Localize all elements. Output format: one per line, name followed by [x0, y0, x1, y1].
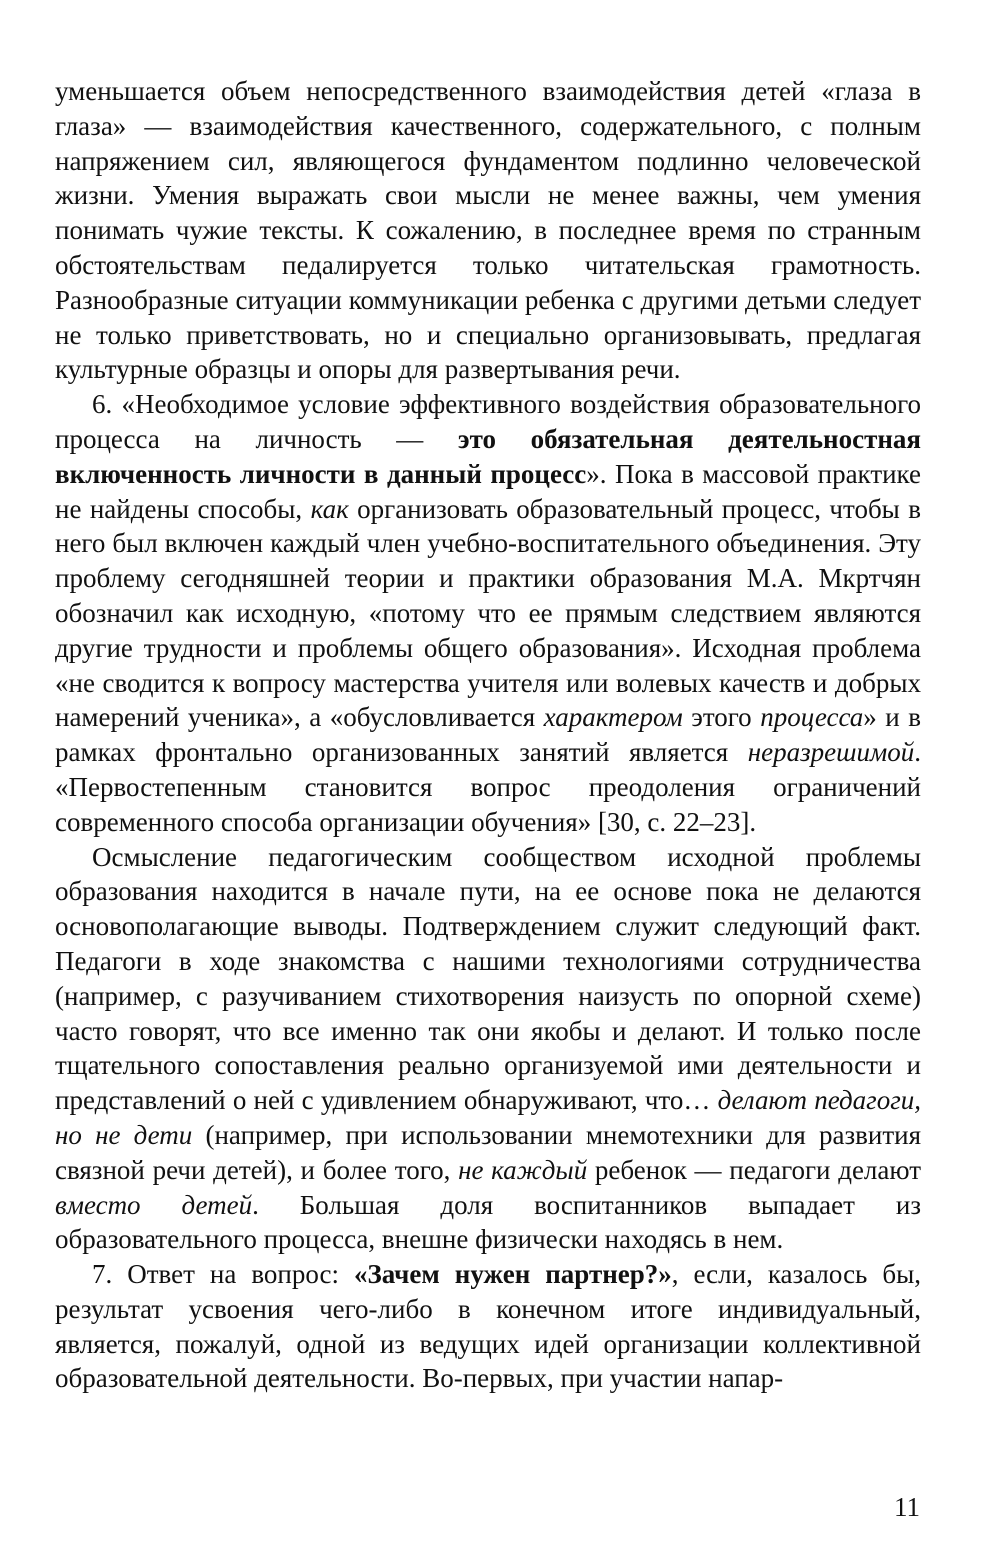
- italic-emphasis: как: [310, 493, 349, 524]
- paragraph-text: » и в рамках фронтально организованных занятий является: [55, 702, 921, 768]
- paragraph-item-7: [55, 1257, 921, 1396]
- bold-emphasis: это обязательная деятельностная включенность личности в данный процесс: [55, 423, 921, 489]
- paragraph-text: , если, казалось бы, результат усвоения чего-либо в конечном итоге индивидуальный, является, пожалуй, одной из ведущих идей организации коллективной образовательной деятельности. Во-первых, при участии напар-: [55, 1259, 921, 1394]
- page-body: [55, 74, 921, 1396]
- paragraph-text: 6. «Необходимое условие эффективного воздействия образовательного процесса на личность —: [55, 389, 921, 454]
- italic-emphasis: характером: [543, 702, 683, 733]
- italic-emphasis: вместо детей: [55, 1189, 253, 1220]
- paragraph-text: (например, при использовании мнемотехники для развития связной речи детей), и более того,: [55, 1119, 921, 1185]
- paragraph-reflection: [55, 840, 921, 1258]
- italic-emphasis: процесса: [760, 702, 864, 733]
- paragraph-text: организовать образовательный процесс, чтобы в него был включен каждый член учебно-воспитательного объединения. Эту проблему сегодняшней теории и практики образования М.А. Мкртчян обозначил как исходную, «потому что ее прямым следствием являются другие трудности и проблемы общего образования». Исходная проблема «не сводится к вопросу мастерства учителя или волевых качеств и добрых намерений ученика», а «обусловливается: [55, 493, 921, 733]
- paragraph-text: уменьшается объем непосредственного взаимодействия детей «глаза в глаза» — взаимодействия качественного, содержательного, с полным напряжением сил, являющегося фундаментом подлинно человеческой жизни. Умения выражать свои мысли не менее важны, чем умения понимать чужие тексты. К сожалению, в последнее время по странным обстоятельствам педалируется только читательская грамотность. Разнообразные ситуации коммуникации ребенка с другими детьми следует не только приветствовать, но и специально организовывать, предлагая культурные образцы и опоры для развертывания речи.: [55, 76, 921, 385]
- italic-emphasis: не каждый: [458, 1154, 588, 1185]
- paragraph-text: ». Пока в массовой практике не найдены способы,: [55, 458, 921, 524]
- paragraph-item-6: [55, 387, 921, 839]
- paragraph-text: . «Первостепенным становится вопрос преодоления ограничений современного способа организации обучения» [30, с. 22–23].: [55, 737, 921, 837]
- paragraph-continuation: [55, 74, 921, 387]
- paragraph-text: ребенок — педагоги делают: [587, 1154, 922, 1185]
- paragraph-text: . Большая доля воспитанников выпадает из образовательного процесса, внешне физически находясь в нем.: [55, 1189, 921, 1255]
- italic-emphasis: делают педагоги, но не дети: [55, 1085, 921, 1150]
- italic-emphasis: неразрешимой: [747, 737, 915, 768]
- paragraph-text: этого: [682, 702, 761, 733]
- paragraph-text: Осмысление педагогическим сообществом исходной проблемы образования находится в начале пути, на ее основе пока не делаются основополагающие выводы. Подтверждением служит следующий факт. Педагоги в ходе знакомства с нашими технологиями сотрудничества (например, с разучиванием стихотворения наизусть по опорной схеме) часто говорят, что все именно так они якобы и делают. И только после тщательного сопоставления реально организуемой ими деятельности и представлений о ней с удивлением обнаруживают, что…: [55, 841, 921, 1116]
- paragraph-text: 7. Ответ на вопрос:: [92, 1259, 355, 1290]
- page-number: 11: [894, 1492, 920, 1522]
- bold-emphasis: «Зачем нужен партнер?»: [354, 1259, 672, 1290]
